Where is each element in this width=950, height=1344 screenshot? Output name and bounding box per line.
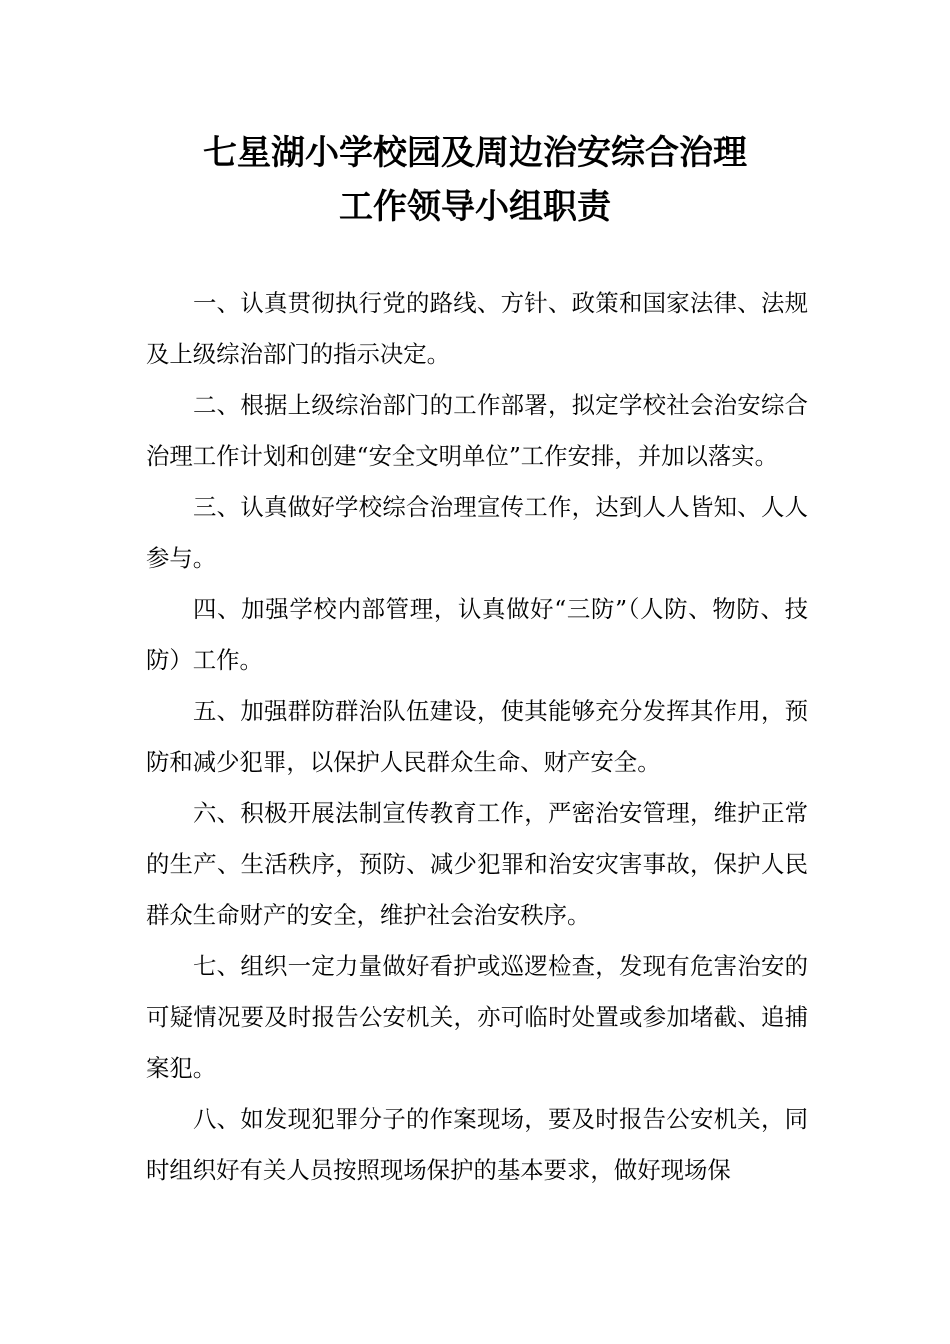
paragraph-7: 七、组织一定力量做好看护或巡逻检查，发现有危害治安的可疑情况要及时报告公安机关，亦可临时处置或参加堵截、追捕案犯。: [146, 952, 808, 1082]
title-line-2: 工作领导小组职责: [339, 187, 611, 227]
paragraph-4: 四、加强学校内部管理，认真做好“三防”（人防、物防、技防）工作。: [146, 595, 808, 674]
document-body: [146, 278, 808, 1196]
paragraph-8: 八、如发现犯罪分子的作案现场，要及时报告公安机关，同时组织好有关人员按照现场保护的基本要求，做好现场保: [146, 1105, 808, 1184]
document-title: [0, 126, 950, 234]
paragraph-5: 五、加强群防群治队伍建设，使其能够充分发挥其作用，预防和减少犯罪，以保护人民群众生命、财产安全。: [146, 697, 808, 776]
paragraph-6: 六、积极开展法制宣传教育工作，严密治安管理，维护正常的生产、生活秩序，预防、减少犯罪和治安灾害事故，保护人民群众生命财产的安全，维护社会治安秩序。: [146, 799, 808, 929]
paragraph-1: 一、认真贯彻执行党的路线、方针、政策和国家法律、法规及上级综治部门的指示决定。: [146, 289, 808, 368]
title-line-1: 七星湖小学校园及周边治安综合治理: [203, 133, 747, 173]
paragraph-2: 二、根据上级综治部门的工作部署，拟定学校社会治安综合治理工作计划和创建“安全文明单位”工作安排，并加以落实。: [146, 391, 808, 470]
paragraph-3: 三、认真做好学校综合治理宣传工作，达到人人皆知、人人参与。: [146, 493, 808, 572]
